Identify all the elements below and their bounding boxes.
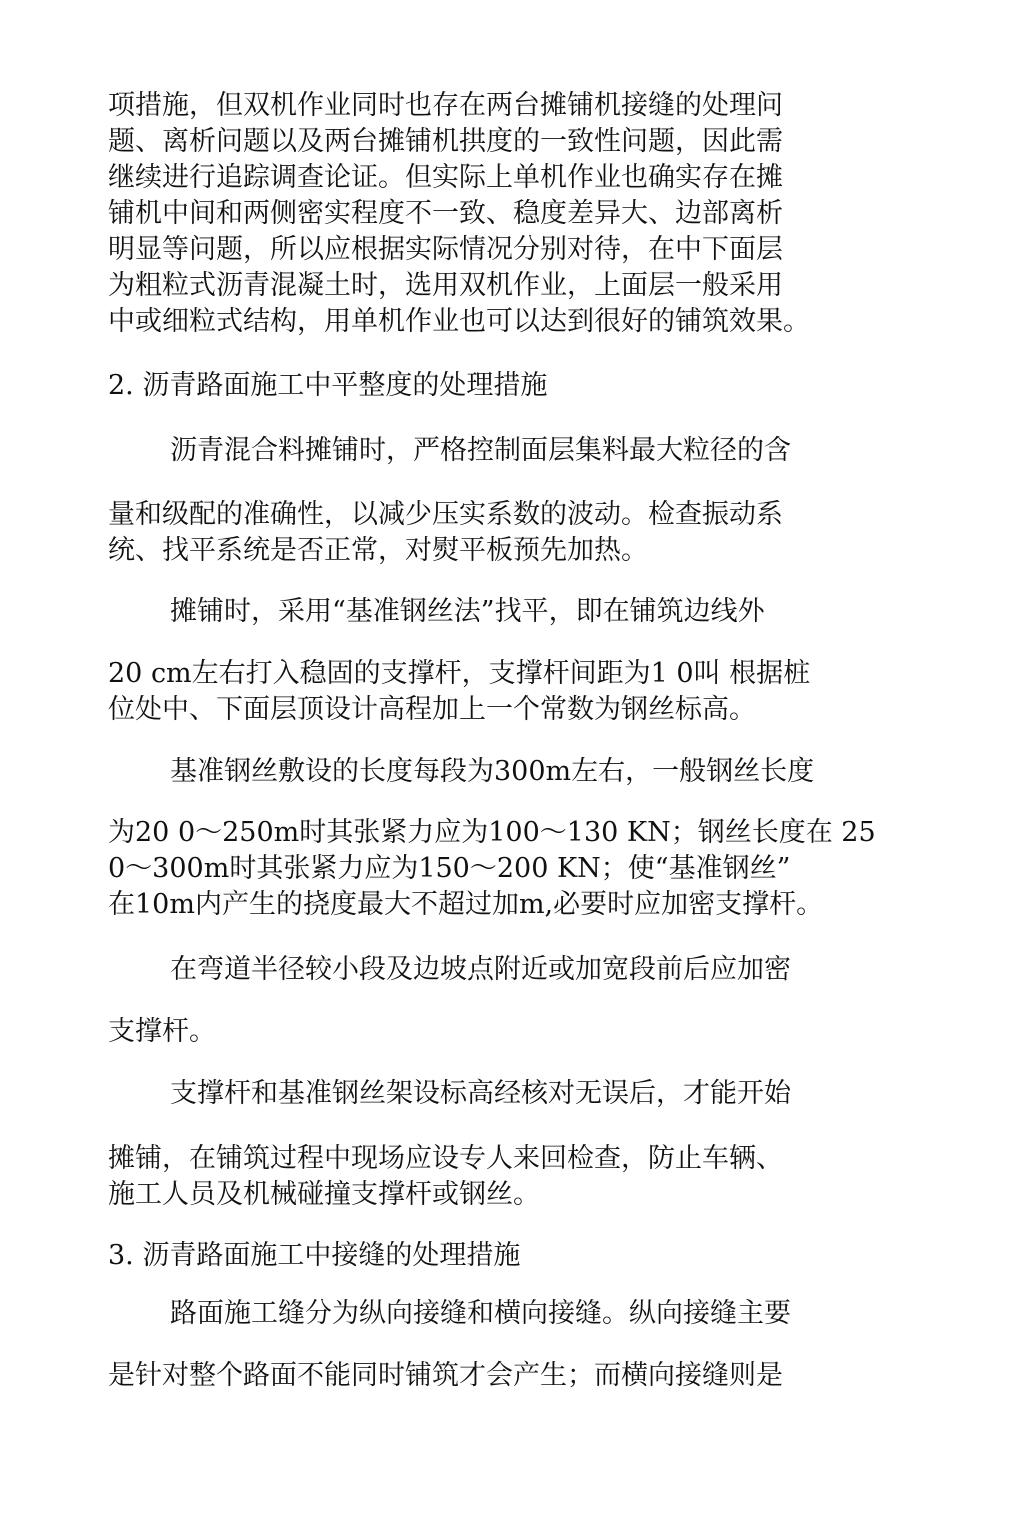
section-heading: 3. 沥青路面施工中接缝的处理措施 <box>108 1240 521 1271</box>
text-line: 统、找平系统是否正常，对熨平板预先加热。 <box>108 535 648 566</box>
text-line: 为20 0～250m时其张紧力应为100～130 KN；钢丝长度在 25 <box>108 817 876 848</box>
paragraph-first-line: 路面施工缝分为纵向接缝和横向接缝。纵向接缝主要 <box>170 1298 791 1329</box>
text-line: 支撑杆。 <box>108 1016 216 1047</box>
paragraph-first-line: 沥青混合料摊铺时，严格控制面层集料最大粒径的含 <box>170 435 791 466</box>
text-line: 铺机中间和两侧密实程度不一致、稳度差异大、边部离析 <box>108 198 783 229</box>
text-line: 题、离析问题以及两台摊铺机拱度的一致性问题，因此需 <box>108 126 783 157</box>
section-heading: 2. 沥青路面施工中平整度的处理措施 <box>108 370 548 401</box>
paragraph-first-line: 支撑杆和基准钢丝架设标高经核对无误后，才能开始 <box>170 1078 791 1109</box>
text-line: 明显等问题，所以应根据实际情况分别对待，在中下面层 <box>108 234 783 265</box>
paragraph-first-line: 在弯道半径较小段及边坡点附近或加宽段前后应加密 <box>170 954 791 985</box>
text-line: 为粗粒式沥青混凝土时，选用双机作业，上面层一般采用 <box>108 270 783 301</box>
text-line: 位处中、下面层顶设计高程加上一个常数为钢丝标高。 <box>108 694 756 725</box>
text-line: 是针对整个路面不能同时铺筑才会产生；而横向接缝则是 <box>108 1360 783 1391</box>
text-line: 20 cm左右打入稳固的支撑杆，支撑杆间距为1 0叫 根据桩 <box>108 658 811 689</box>
text-line: 中或细粒式结构，用单机作业也可以达到很好的铺筑效果。 <box>108 306 810 337</box>
text-line: 在10m内产生的挠度最大不超过加m,必要时应加密支撑杆。 <box>108 889 824 920</box>
text-line: 0～300m时其张紧力应为150～200 KN；使“基准钢丝” <box>108 853 791 884</box>
text-line: 项措施，但双机作业同时也存在两台摊铺机接缝的处理问 <box>108 90 783 121</box>
paragraph-first-line: 摊铺时，采用“基准钢丝法”找平，即在铺筑边线外 <box>170 596 765 627</box>
text-line: 摊铺，在铺筑过程中现场应设专人来回检查，防止车辆、 <box>108 1143 783 1174</box>
text-line: 施工人员及机械碰撞支撑杆或钢丝。 <box>108 1179 540 1210</box>
text-line: 量和级配的准确性，以减少压实系数的波动。检查振动系 <box>108 499 783 530</box>
paragraph-first-line: 基准钢丝敷设的长度每段为300m左右，一般钢丝长度 <box>170 756 815 787</box>
text-line: 继续进行追踪调查论证。但实际上单机作业也确实存在摊 <box>108 162 783 193</box>
